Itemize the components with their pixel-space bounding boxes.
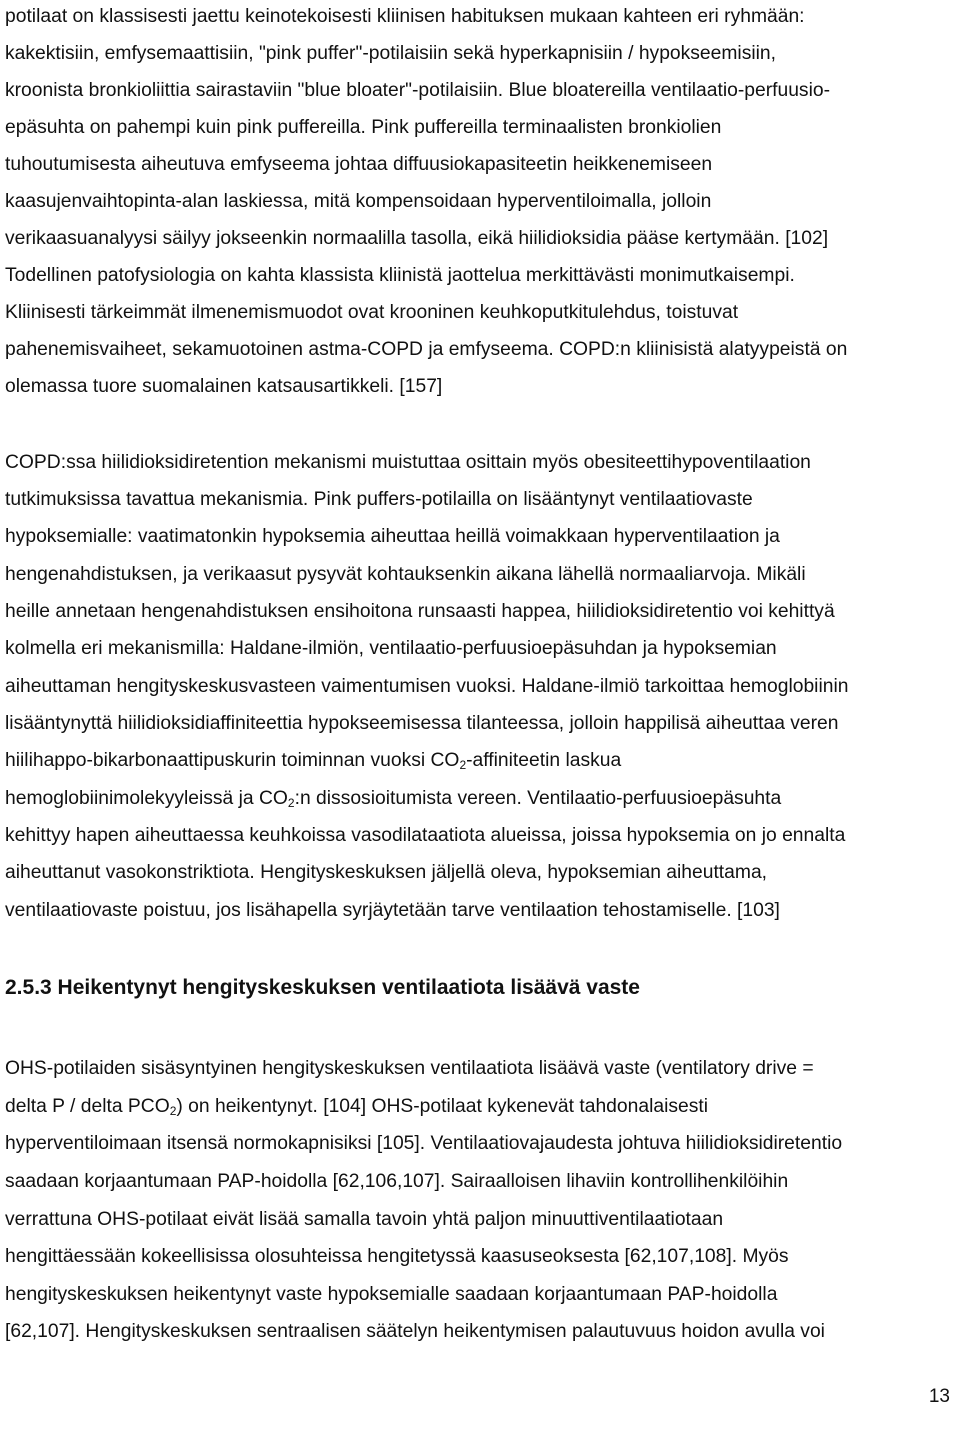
text-line: verikaasuanalyysi säilyy jokseenkin normaalilla tasolla, eikä hiilidioksidia pääse kertymään. [102] [5,228,829,249]
text-line: aiheuttaman hengityskeskusvasteen vaimentumisen vuoksi. Haldane-ilmiö tarkoittaa hemoglobiinin [5,676,849,697]
subscript: 2 [169,1104,177,1118]
text-line: pahenemisvaiheet, sekamuotoinen astma-COPD ja emfyseema. COPD:n kliinisistä alatyypeistä on [5,339,848,360]
subscript: 2 [287,796,295,810]
text-line: kolmella eri mekanismilla: Haldane-ilmiön, ventilaatio-perfuusioepäsuhdan ja hypoksemian [5,638,777,659]
text-span: -affiniteetin laskua [466,750,622,771]
section-heading: 2.5.3 Heikentynyt hengityskeskuksen ventilaatiota lisäävä vaste [5,976,640,999]
text-line [5,1096,708,1118]
text-line: kehittyy hapen aiheuttaessa keuhkoissa vasodilataatiota alueissa, joissa hypoksemia on jo ennalta [5,825,846,846]
text-line: OHS-potilaiden sisäsyntyinen hengityskeskuksen ventilaatiota lisäävä vaste (ventilatory drive = [5,1058,814,1079]
text-line: Todellinen patofysiologia on kahta klassista kliinistä jaottelua merkittävästi monimutkaisempi. [5,265,795,286]
text-span: hiilihappo-bikarbonaattipuskurin toiminnan vuoksi CO [5,750,460,771]
text-line: kaasujenvaihtopinta-alan laskiessa, mitä kompensoidaan hyperventiloimalla, jolloin [5,191,712,212]
text-line: hengittäessään kokeellisissa olosuhteissa hengitetyssä kaasuseoksesta [62,107,108]. Myös [5,1246,789,1267]
text-line: Kliinisesti tärkeimmät ilmenemismuodot ovat krooninen keuhkoputkitulehdus, toistuvat [5,302,739,323]
text-span: hemoglobiinimolekyyleissä ja CO [5,788,288,809]
text-span: :n dissosioitumista vereen. Ventilaatio-perfuusioepäsuhta [294,788,782,809]
text-line: heille annetaan hengenahdistuksen ensihoitona runsaasti happea, hiilidioksidiretentio voi kehittyä [5,601,835,622]
text-line: [62,107]. Hengityskeskuksen sentraalisen säätelyn heikentymisen palautuvuus hoidon avulla voi [5,1321,825,1342]
text-line: tuhoutumisesta aiheutuva emfyseema johtaa diffuusiokapasiteetin heikkenemiseen [5,154,713,175]
text-line: hengityskeskuksen heikentynyt vaste hypoksemialle saadaan korjaantumaan PAP-hoidolla [5,1284,778,1305]
text-line: kroonista bronkioliittia sairastaviin "blue bloater"-potilaisiin. Blue bloatereilla ventilaatio-perfuusio- [5,80,830,101]
text-line [5,750,621,772]
text-line: COPD:ssa hiilidioksidiretention mekanismi muistuttaa osittain myös obesiteettihypoventilaation [5,452,811,473]
subscript: 2 [459,758,467,772]
text-line: hyperventiloimaan itsensä normokapnisiksi [105]. Ventilaatiovajaudesta johtuva hiilidioksidiretentio [5,1133,843,1154]
text-line: aiheuttanut vasokonstriktiota. Hengityskeskuksen jäljellä oleva, hypoksemian aiheuttama, [5,862,768,883]
page-number: 13 [928,1386,950,1407]
text-line: tutkimuksissa tavattua mekanismia. Pink puffers-potilailla on lisääntynyt ventilaatiovaste [5,489,753,510]
text-line: hengenahdistuksen, ja verikaasut pysyvät kohtauksenkin aikana lähellä normaaliarvoja. Mikäli [5,564,806,585]
text-line [5,788,781,810]
text-line: saadaan korjaantumaan PAP-hoidolla [62,106,107]. Sairaalloisen lihaviin kontrollihenkilöihin [5,1171,789,1192]
text-line: hypoksemialle: vaatimatonkin hypoksemia aiheuttaa heillä voimakkaan hyperventilaation ja [5,526,780,547]
text-line: kakektisiin, emfysemaattisiin, "pink puffer"-potilaisiin sekä hyperkapnisiin / hypokseemisiin, [5,43,776,64]
text-line: olemassa tuore suomalainen katsausartikkeli. [157] [5,376,443,397]
text-line: verrattuna OHS-potilaat eivät lisää samalla tavoin yhtä paljon minuuttiventilaatiotaan [5,1209,724,1230]
text-line: lisääntynyttä hiilidioksidiaffiniteettia hypokseemisessa tilanteessa, jolloin happilisä aiheuttaa veren [5,713,839,734]
text-span: delta P / delta PCO [5,1096,170,1117]
text-line: ventilaatiovaste poistuu, jos lisähapella syrjäytetään tarve ventilaation tehostamiselle. [103] [5,900,780,921]
text-span: ) on heikentynyt. [104] OHS-potilaat kykenevät tahdonalaisesti [176,1096,708,1117]
text-line: potilaat on klassisesti jaettu keinotekoisesti kliinisen habituksen mukaan kahteen eri ryhmään: [5,6,805,27]
text-line: epäsuhta on pahempi kuin pink puffereilla. Pink puffereilla terminaalisten bronkiolien [5,117,722,138]
